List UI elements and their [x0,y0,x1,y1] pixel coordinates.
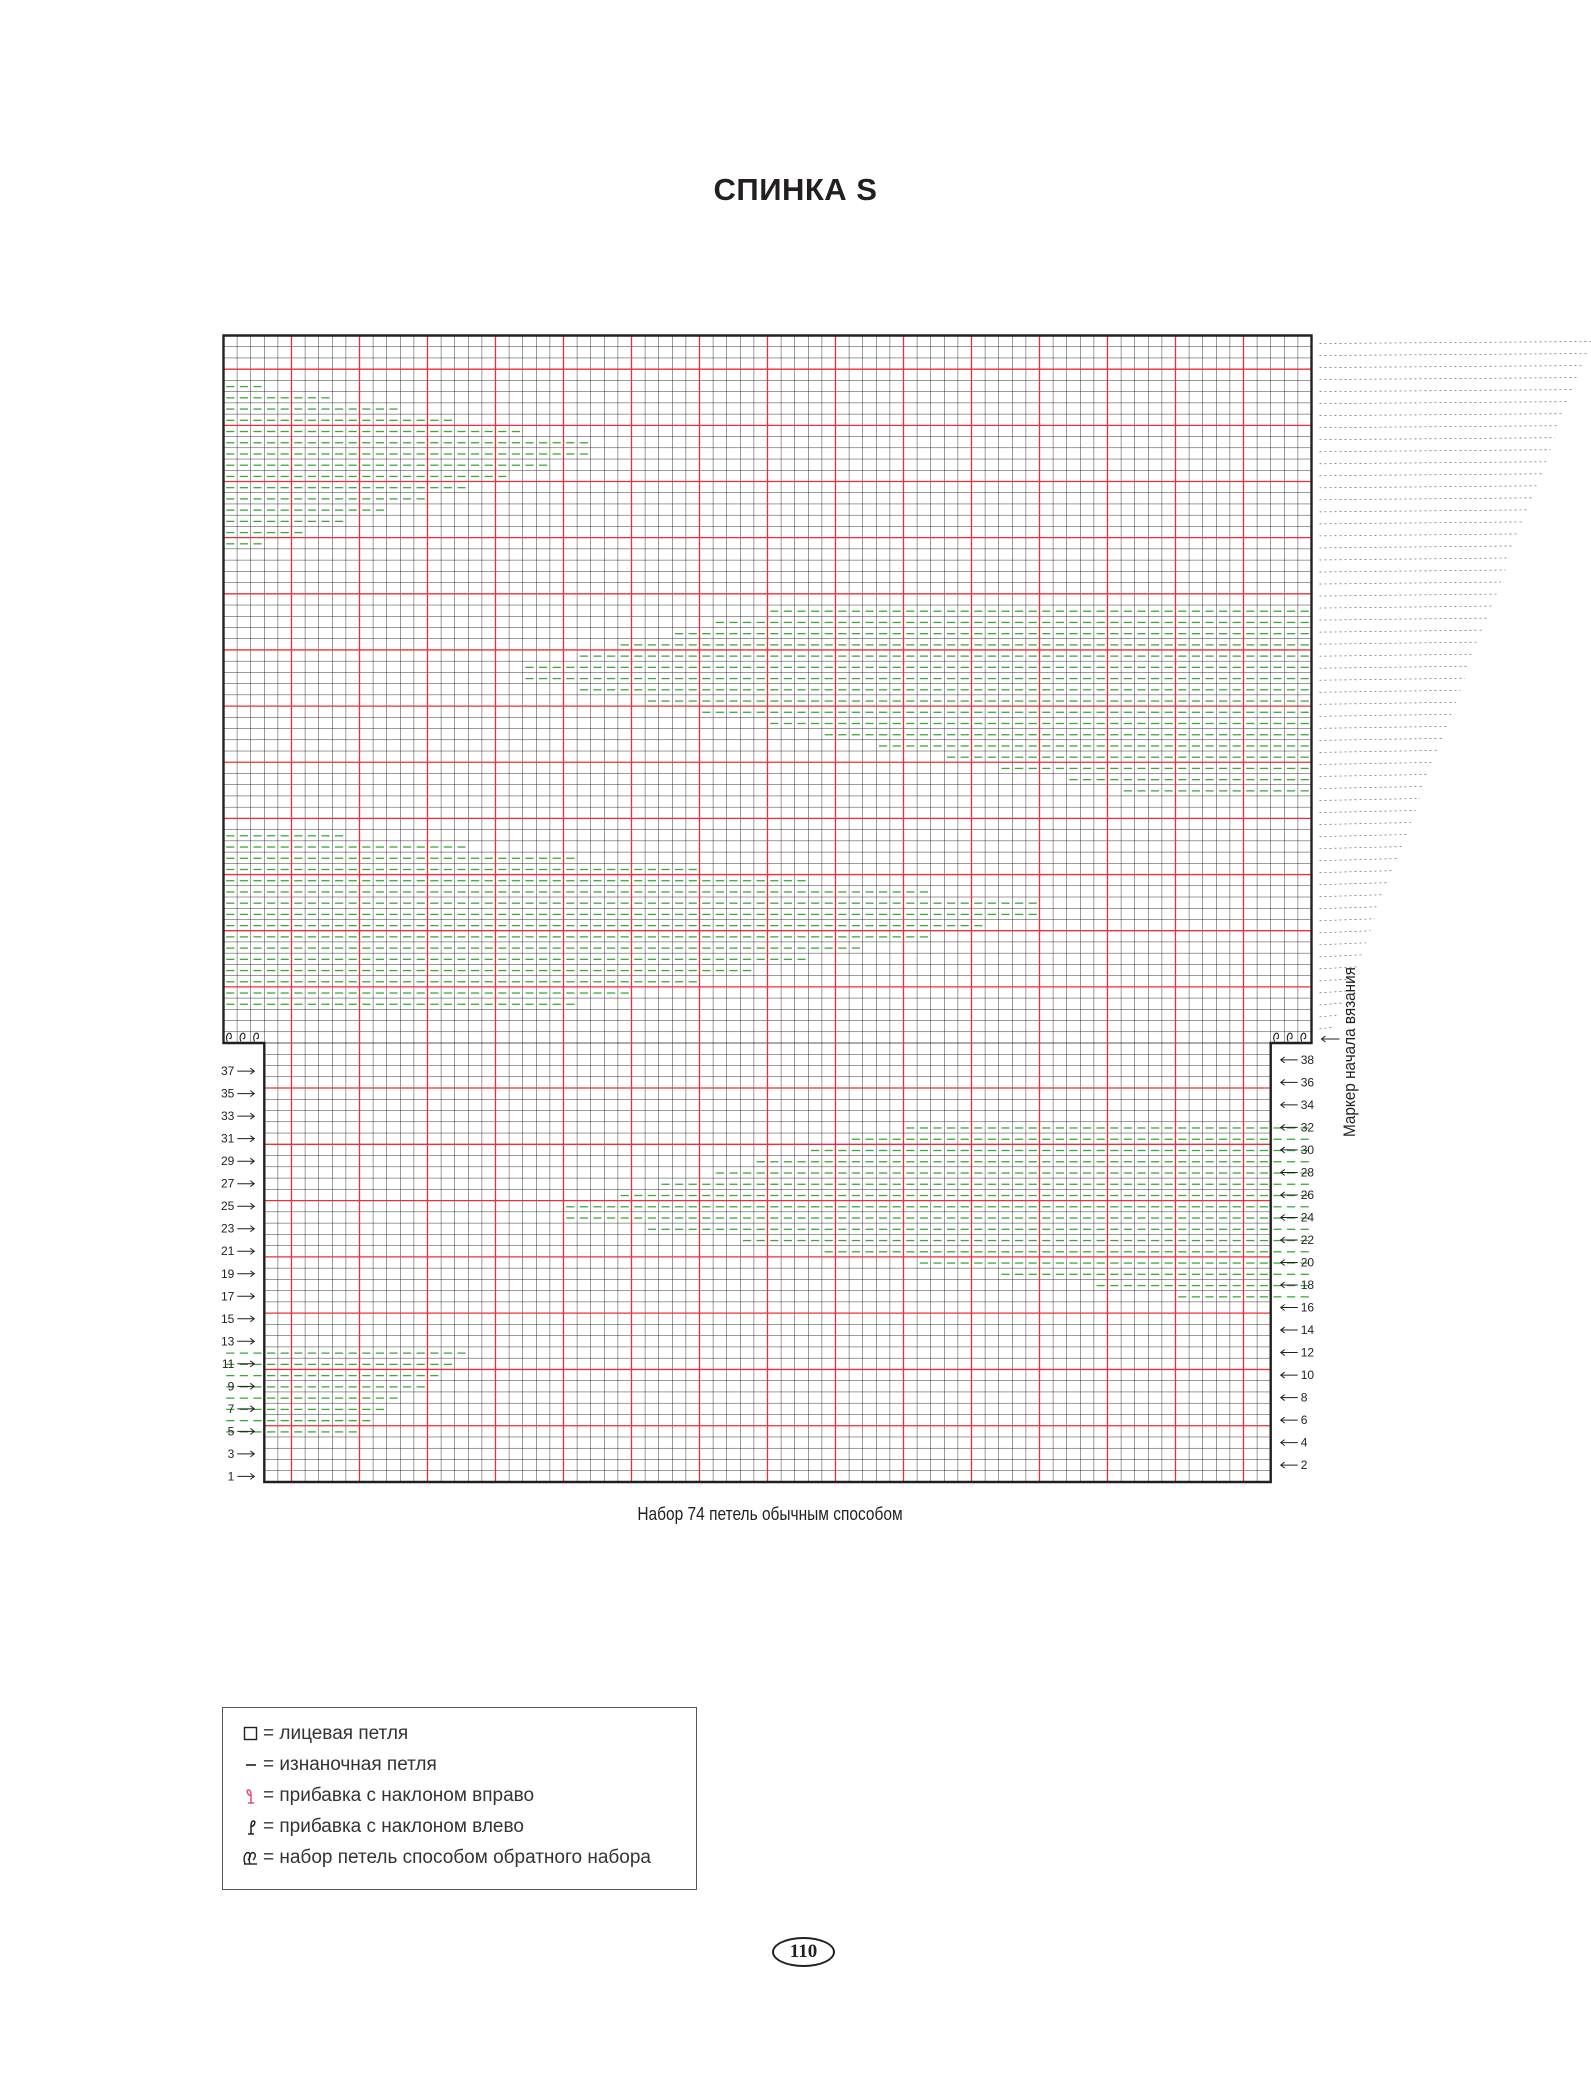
backward-cast-on-icon [1287,1033,1292,1041]
dash-line [1320,774,1430,776]
page-title: СПИНКА S [713,172,878,207]
backward-cast-on-icon [227,1033,232,1041]
row-label: 33 [220,1109,235,1124]
row-label: 36 [1300,1075,1315,1090]
dash-line [1320,594,1497,596]
dash-line [1320,654,1475,656]
dash-line [1320,570,1506,572]
dash-line [1320,1015,1340,1017]
legend-text: = лицевая петля [263,1722,409,1744]
arrow-left-icon [1281,1237,1298,1243]
dash-line [1320,919,1376,921]
dash-line [1320,558,1511,560]
increase-left-icon [241,1817,261,1837]
row-label: 2 [1300,1458,1308,1473]
dash-line [1320,486,1538,488]
arrow-left-icon [1281,1350,1298,1356]
arrow-left-icon [1281,1192,1298,1198]
arrow-right-icon [237,1428,254,1434]
dash-line [1320,690,1461,692]
side-dash-lines [1320,342,1591,1029]
dash-line [1320,798,1421,800]
row-label: 35 [220,1086,235,1101]
arrow-left-icon [1281,1372,1298,1378]
dash-line [1320,738,1443,740]
dash-line [1320,534,1520,536]
row-label: 8 [1300,1390,1308,1405]
dash-line [1320,522,1524,524]
dash-line [1320,823,1412,825]
arrow-right-icon [237,1338,254,1344]
arrow-right-icon [237,1271,254,1277]
legend-item [241,1842,696,1873]
row-label: 3 [227,1446,235,1461]
row-label: 13 [220,1334,235,1349]
dash-line [1320,546,1515,548]
row-label: 26 [1300,1187,1315,1202]
row-label: 30 [1300,1142,1315,1157]
arrow-right-icon [237,1113,254,1119]
knitting-start-marker-label: Маркер начала вязания [1340,967,1359,1137]
arrow-left-icon [1281,1395,1298,1401]
arrow-right-icon [237,1181,254,1187]
arrow-left-icon [1281,1214,1298,1220]
dash-line [1320,618,1488,620]
arrow-right-icon [237,1406,254,1412]
row-label: 18 [1300,1278,1315,1293]
legend-item [241,1718,696,1749]
arrow-right-icon [237,1136,254,1142]
knit-square-icon [241,1724,261,1744]
row-label: 17 [220,1289,235,1304]
row-label: 34 [1300,1097,1315,1112]
dash-line [1320,642,1479,644]
backward-cast-on-icon [1301,1033,1306,1041]
legend-box [222,1707,697,1890]
dash-line [1320,943,1367,945]
dash-line [1320,414,1565,416]
arrow-right-icon [237,1383,254,1389]
dash-line [1320,354,1587,356]
row-label: 22 [1300,1232,1315,1247]
row-number-labels [221,1036,1340,1483]
row-label: 16 [1300,1300,1315,1315]
arrow-right-icon [237,1293,254,1299]
backward-cast-on-icon [241,1848,261,1868]
row-label: 1 [227,1469,235,1484]
arrow-left-icon [1281,1057,1298,1063]
row-label: 5 [227,1424,235,1439]
arrow-left-icon [1281,1417,1298,1423]
dash-line [1320,678,1466,680]
arrow-right-icon [237,1226,254,1232]
dash-line [1320,450,1551,452]
legend-text: = изнаночная петля [263,1753,437,1775]
row-label: 15 [220,1311,235,1326]
arrow-right-icon [237,1203,254,1209]
cast-on-caption: Набор 74 петель обычным способом [637,1504,903,1524]
row-label: 14 [1300,1323,1315,1338]
row-label: 28 [1300,1165,1315,1180]
arrow-left-icon [1281,1102,1298,1108]
backward-cast-on-icon [254,1033,259,1041]
backward-cast-on-icon [240,1033,245,1041]
row-label: 37 [220,1064,235,1079]
arrow-right-icon [237,1316,254,1322]
arrow-left-icon [1281,1147,1298,1153]
row-label: 7 [227,1401,235,1416]
dash-line [1320,582,1502,584]
dash-line [1320,702,1457,704]
row-label: 9 [227,1379,235,1394]
arrow-right-icon [237,1361,254,1367]
dash-line [1320,895,1385,897]
row-label: 21 [220,1244,235,1259]
dash-line [1320,847,1403,849]
dash-line [1320,907,1380,909]
legend-item [241,1811,696,1842]
arrow-right-icon [237,1473,254,1479]
dash-line [1320,498,1533,500]
row-label: 4 [1300,1435,1308,1450]
row-label: 31 [220,1131,235,1146]
dash-line [1320,762,1434,764]
arrow-left-icon [1281,1440,1298,1446]
row-label: 19 [220,1266,235,1281]
dash-line [1320,666,1470,668]
row-label: 24 [1300,1210,1315,1225]
dash-line [1320,390,1574,392]
dash-line [1320,931,1371,933]
row-label: 29 [220,1154,235,1169]
arrow-left-icon [1281,1305,1298,1311]
purl-dash-icon [241,1755,261,1775]
dash-line [1320,871,1394,873]
row-label: 38 [1300,1052,1315,1067]
dash-line [1320,510,1529,512]
dash-line [1320,630,1484,632]
row-label: 20 [1300,1255,1315,1270]
legend-item [241,1780,696,1811]
row-label: 6 [1300,1413,1308,1428]
dash-line [1320,726,1448,728]
arrow-right-icon [237,1451,254,1457]
arrow-left-icon [1281,1079,1298,1085]
dash-line [1320,714,1452,716]
page-number: 110 [772,1937,835,1967]
legend-item [241,1749,696,1780]
arrow-left-icon [1322,1036,1340,1042]
arrow-left-icon [1281,1462,1298,1468]
row-label: 12 [1300,1345,1315,1360]
row-label: 25 [220,1199,235,1214]
arrow-left-icon [1281,1260,1298,1266]
dash-line [1320,750,1439,752]
legend-text: = набор петель способом обратного набора [263,1846,651,1868]
legend-text: = прибавка с наклоном вправо [263,1784,535,1806]
arrow-left-icon [1281,1282,1298,1288]
row-label: 32 [1300,1120,1315,1135]
arrow-right-icon [237,1158,254,1164]
dash-line [1320,835,1407,837]
dash-line [1320,955,1362,957]
dash-line [1320,1027,1335,1029]
row-label: 23 [220,1221,235,1236]
dash-line [1320,859,1398,861]
dash-line [1320,402,1569,404]
increase-right-icon [241,1786,261,1806]
dash-line [1320,606,1493,608]
arrow-right-icon [237,1248,254,1254]
arrow-left-icon [1281,1327,1298,1333]
dash-line [1320,462,1547,464]
dash-line [1320,342,1591,344]
legend-text: = прибавка с наклоном влево [263,1815,524,1837]
dash-line [1320,378,1578,380]
dash-line [1320,438,1556,440]
backward-cast-on-icon [1274,1033,1279,1041]
arrow-left-icon [1281,1169,1298,1175]
arrow-left-icon [1281,1124,1298,1130]
row-label: 10 [1300,1368,1315,1383]
arrow-right-icon [237,1091,254,1097]
row-label: 27 [220,1176,235,1191]
dash-line [1320,786,1425,788]
dash-line [1320,474,1542,476]
backward-cast-on-row [227,1033,1306,1041]
dash-line [1320,883,1389,885]
dash-line [1320,426,1560,428]
dash-line [1320,366,1583,368]
row-label: 11 [221,1356,235,1371]
dash-line [1320,811,1416,813]
arrow-right-icon [237,1068,254,1074]
